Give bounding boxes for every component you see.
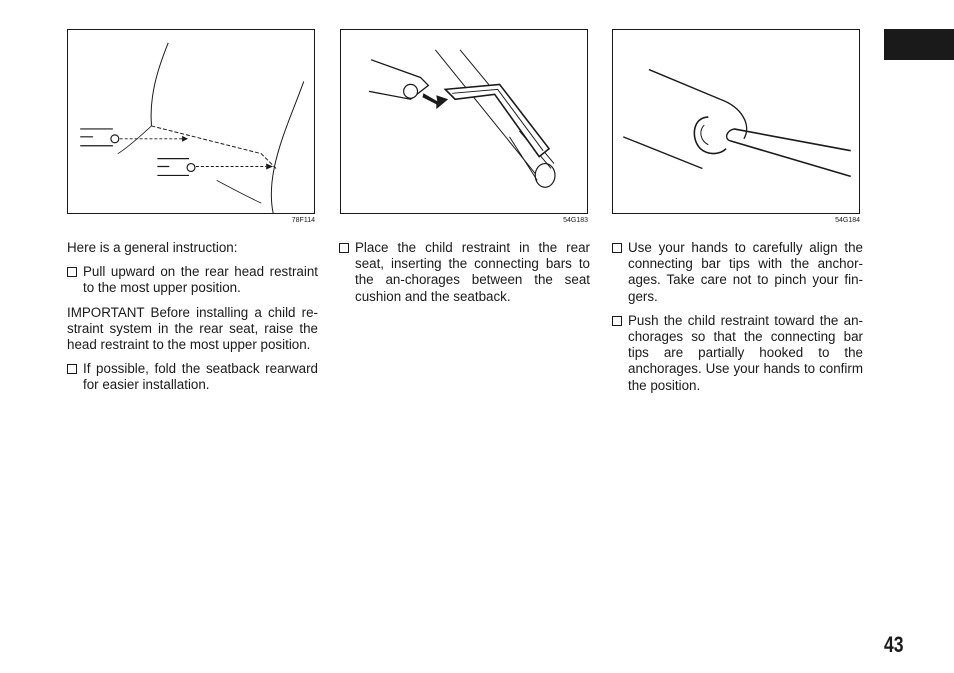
figure-code: 54G183 — [563, 217, 588, 224]
checkbox-bullet-icon — [612, 316, 625, 326]
bullet-text: Pull upward on the rear head restraint to the most upper position. — [83, 264, 318, 296]
bullet-text: Place the child restraint in the rear seat, inserting the connecting bars to the an-chorages between the seat cushion and the seatback. — [355, 240, 590, 304]
bullet-item — [67, 361, 318, 393]
bullet-item — [612, 240, 863, 305]
figure-54G184 — [612, 29, 860, 214]
text-column-1 — [67, 240, 318, 402]
bar-tip-alignment-illustration — [613, 30, 859, 213]
bullet-item — [67, 264, 318, 296]
figure-code: 54G184 — [835, 217, 860, 224]
bullet-item — [612, 313, 863, 394]
text-column-3 — [612, 240, 863, 402]
page-number: 43 — [884, 632, 904, 657]
text-column-2 — [339, 240, 590, 313]
seat-anchorage-illustration — [68, 30, 314, 213]
bullet-item — [339, 240, 590, 305]
bullet-text: Push the child restraint toward the an-chorages so that the connecting bar tips are partially hooked to the anchorages. Use your hands to confirm the position. — [628, 312, 863, 393]
figure-78F114 — [67, 29, 315, 214]
checkbox-bullet-icon — [67, 267, 80, 277]
bullet-text: If possible, fold the seatback rearward for easier installation. — [83, 361, 318, 393]
figure-54G183 — [340, 29, 588, 214]
connecting-bar-illustration — [341, 30, 587, 213]
intro-text: Here is a general instruction: — [67, 240, 238, 255]
bullet-text: Use your hands to carefully align the connecting bar tips with the anchor-ages. Take care not to pinch your fin-gers. — [628, 240, 863, 304]
important-note: IMPORTANT Before installing a child re-straint system in the rear seat, raise the head restraint to the most upper position. — [67, 304, 318, 353]
section-tab — [884, 29, 954, 60]
checkbox-bullet-icon — [67, 364, 80, 374]
checkbox-bullet-icon — [339, 243, 352, 253]
checkbox-bullet-icon — [612, 243, 625, 253]
figure-code: 78F114 — [291, 217, 315, 224]
